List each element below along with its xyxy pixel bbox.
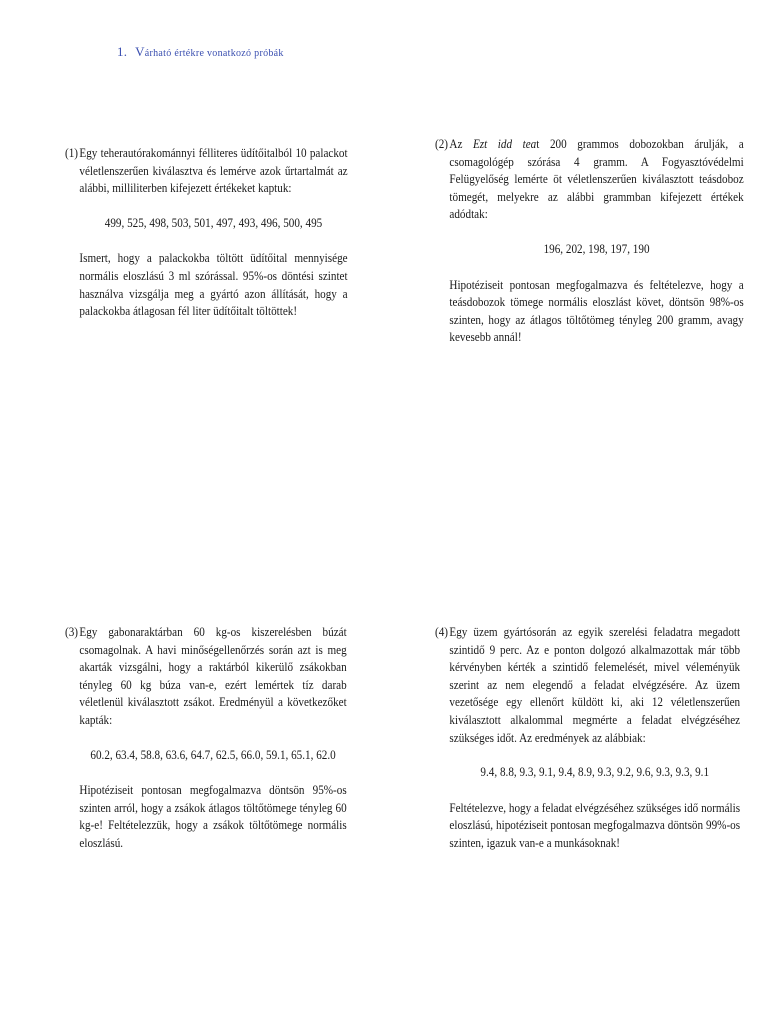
product-name: Ezt idd tea xyxy=(472,137,537,151)
problem-question: Hipotéziseit pontosan megfogalmazva és feltételezve, hogy a teásdobozok tömege normális eloszlást követ, döntsön 98%-os szinten, hogy az átlagos töltőtömeg tényleg 200 gramm, avagy kevesebb annál! xyxy=(449,277,744,345)
section-title-initial: V xyxy=(135,44,145,59)
problem-label: (3) xyxy=(65,625,79,639)
problem-question: Hipotéziseit pontosan megfogalmazva döntsön 95%-os szinten arról, hogy a zsákok átlagos töltőtömege tényleg 60 kg-e! Feltételezzük, hogy a zsákok töltőtömege normális eloszlású. xyxy=(79,783,347,850)
problem-question: Ismert, hogy a palackokba töltött üdítőital mennyisége normális eloszlású 3 ml szórással. 95%-os döntési szintet használva vizsgálja meg a gyártó azon állítását, hogy a palackokba átlagosan fél liter üdítőitalt töltöttek! xyxy=(79,251,348,319)
problem-data: 499, 525, 498, 503, 501, 497, 493, 496, 500, 495 xyxy=(104,215,323,230)
problem-text: Az Ezt idd teat 200 grammos dobozokban árulják, a csomagológép szórása 4 gramm. A Fogyasztóvédelmi Felügyelőség lemérte öt véletlenszerűen kiválasztott teásdoboz tömegét, melyekre az alábbi grammban kifejezett értékek adódtak: xyxy=(449,137,744,222)
problem-3 xyxy=(65,624,347,853)
problem-question: Feltételezve, hogy a feladat elvégzéséhez szükséges idő normális eloszlású, hipotéziseit pontosan megfogalmazva döntsön 99%-os szinten, igazuk van-e a munkásoknak! xyxy=(449,800,741,850)
problem-2 xyxy=(435,136,744,347)
problem-data: 196, 202, 198, 197, 190 xyxy=(543,241,650,256)
problem-data: 9.4, 8.8, 9.3, 9.1, 9.4, 8.9, 9.3, 9.2, 9.6, 9.3, 9.3, 9.1 xyxy=(480,765,710,780)
section-number: 1. xyxy=(117,44,128,59)
problem-label: (4) xyxy=(435,625,449,639)
problem-data: 60.2, 63.4, 58.8, 63.6, 64.7, 62.5, 66.0, 59.1, 65.1, 62.0 xyxy=(90,747,336,762)
section-title-rest: árható értékre vonatkozó próbák xyxy=(144,48,284,59)
problem-4 xyxy=(435,624,740,853)
problem-label: (2) xyxy=(435,137,449,151)
problem-1 xyxy=(65,145,348,321)
section-title xyxy=(117,44,284,60)
problem-label: (1) xyxy=(65,146,79,160)
problem-text: Egy gabonaraktárban 60 kg-os kiszerelésben búzát csomagolnak. A havi minőségellenőrzés során azt is meg akarták vizsgálni, hogy a raktárból kikerülő zsákokban tényleg 60 kg búza van-e, ezért lemértek tíz darab véletlenül kiválasztott zsákot. Eredményül a következőket kapták: xyxy=(79,625,347,727)
problem-text: Egy üzem gyártósorán az egyik szerelési feladatra megadott szintidő 9 perc. Az e ponton dolgozó alkalmazottak már több kérvényben kérték a szintidő felemelését, mivel véleményük szerint az nem elegendő a feladat elvégzésére. Az üzem vezetősége egy ellenőrt küldött ki, aki 12 véletlenszerűen kiválasztott alkalommal megmérte a feladat elvégzéséhez szükséges időt. Az eredmények az alábbiak: xyxy=(449,625,741,745)
problem-text: Egy teherautórakománnyi félliteres üdítőitalból 10 palackot véletlenszerűen kiválasztva és lemérve azok űrtartalmát az alábbi, milliliterben kifejezett értékeket kaptuk: xyxy=(79,146,348,196)
